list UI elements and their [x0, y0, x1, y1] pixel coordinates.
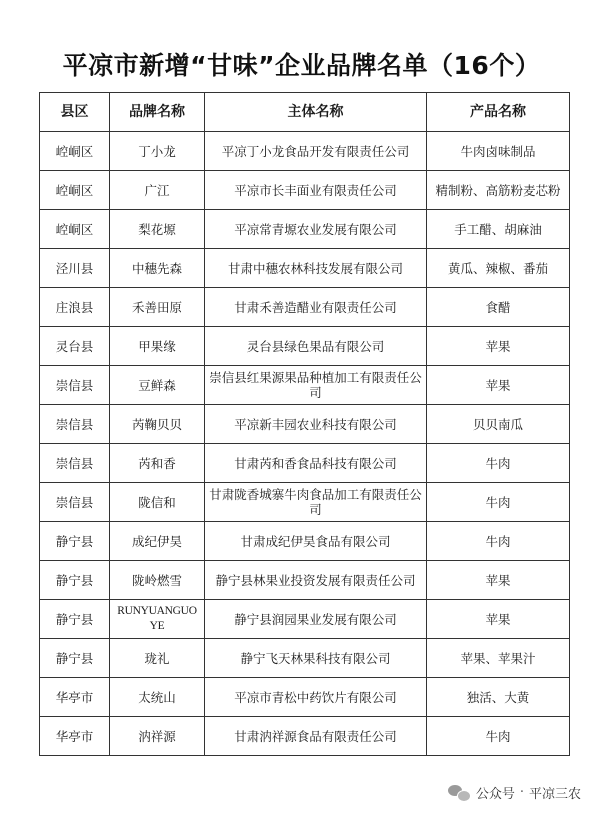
table-row: [40, 171, 570, 210]
table-row: [40, 522, 570, 561]
table-row: [40, 132, 570, 171]
cell-county: 崇信县: [40, 366, 110, 405]
cell-county: 华亭市: [40, 717, 110, 756]
cell-county: 泾川县: [40, 249, 110, 288]
table-row: [40, 561, 570, 600]
cell-product: 牛肉: [427, 444, 570, 483]
cell-brand: 中穗先森: [110, 249, 205, 288]
cell-entity: 平凉新丰园农业科技有限公司: [205, 405, 427, 444]
table-row: [40, 483, 570, 522]
table-row: [40, 405, 570, 444]
cell-county: 崆峒区: [40, 132, 110, 171]
table-row: [40, 444, 570, 483]
footer-account: [448, 783, 581, 802]
cell-product: 苹果、苹果汁: [427, 639, 570, 678]
cell-entity: 甘肃汭祥源食品有限责任公司: [205, 717, 427, 756]
cell-product: 黄瓜、辣椒、番茄: [427, 249, 570, 288]
cell-county: 静宁县: [40, 561, 110, 600]
table-row: [40, 678, 570, 717]
cell-product: 苹果: [427, 327, 570, 366]
cell-product: 牛肉: [427, 717, 570, 756]
table-row: [40, 717, 570, 756]
cell-entity: 崇信县红果源果品种植加工有限责任公司: [205, 366, 427, 405]
cell-brand: 珑礼: [110, 639, 205, 678]
cell-county: 崇信县: [40, 444, 110, 483]
table-row: [40, 288, 570, 327]
cell-brand: 禾善田原: [110, 288, 205, 327]
cell-brand: 豆鲜森: [110, 366, 205, 405]
cell-entity: 甘肃成纪伊昊食品有限公司: [205, 522, 427, 561]
cell-county: 庄浪县: [40, 288, 110, 327]
cell-product: 牛肉: [427, 522, 570, 561]
cell-brand: 成纪伊昊: [110, 522, 205, 561]
table-row: [40, 249, 570, 288]
cell-county: 华亭市: [40, 678, 110, 717]
cell-entity: 平凉丁小龙食品开发有限责任公司: [205, 132, 427, 171]
page-title: 平凉市新增“甘味”企业品牌名单（16个）: [62, 51, 541, 80]
cell-product: 苹果: [427, 600, 570, 639]
table-row: [40, 327, 570, 366]
cell-entity: 甘肃陇香城寨牛肉食品加工有限责任公司: [205, 483, 427, 522]
wechat-icon: [448, 785, 470, 801]
cell-county: 崇信县: [40, 483, 110, 522]
cell-county: 灵台县: [40, 327, 110, 366]
cell-entity: 甘肃芮和香食品科技有限公司: [205, 444, 427, 483]
cell-product: 手工醋、胡麻油: [427, 210, 570, 249]
footer-label: 公众号: [475, 787, 515, 802]
cell-entity: 甘肃禾善造醋业有限责任公司: [205, 288, 427, 327]
cell-county: 静宁县: [40, 600, 110, 639]
brand-list-table: [39, 92, 570, 756]
cell-entity: 静宁县润园果业发展有限公司: [205, 600, 427, 639]
cell-entity: 静宁县林果业投资发展有限责任公司: [205, 561, 427, 600]
cell-product: 苹果: [427, 561, 570, 600]
cell-county: 崆峒区: [40, 210, 110, 249]
header-product: 产品名称: [427, 93, 570, 132]
cell-county: 静宁县: [40, 639, 110, 678]
cell-entity: 甘肃中穗农林科技发展有限公司: [205, 249, 427, 288]
table-row: [40, 366, 570, 405]
header-county: 县区: [40, 93, 110, 132]
cell-county: 崆峒区: [40, 171, 110, 210]
table-row: [40, 210, 570, 249]
cell-brand: 梨花塬: [110, 210, 205, 249]
footer-account-name: 平凉三农: [528, 787, 581, 802]
header-entity: 主体名称: [205, 93, 427, 132]
cell-brand: 芮和香: [110, 444, 205, 483]
cell-brand: 汭祥源: [110, 717, 205, 756]
cell-brand: 广江: [110, 171, 205, 210]
table-header-row: [40, 93, 570, 132]
cell-entity: 静宁飞天林果科技有限公司: [205, 639, 427, 678]
table-row: [40, 600, 570, 639]
cell-product: 苹果: [427, 366, 570, 405]
cell-brand: RUNYUANGUOYE: [110, 600, 205, 639]
footer-separator: ·: [519, 785, 524, 800]
cell-product: 食醋: [427, 288, 570, 327]
cell-brand: 太统山: [110, 678, 205, 717]
cell-county: 静宁县: [40, 522, 110, 561]
cell-product: 独活、大黄: [427, 678, 570, 717]
cell-entity: 平凉常青塬农业发展有限公司: [205, 210, 427, 249]
cell-brand: 陇岭燃雪: [110, 561, 205, 600]
header-brand: 品牌名称: [110, 93, 205, 132]
cell-brand: 芮鞠贝贝: [110, 405, 205, 444]
cell-brand: 甲果缘: [110, 327, 205, 366]
cell-product: 贝贝南瓜: [427, 405, 570, 444]
cell-entity: 灵台县绿色果品有限公司: [205, 327, 427, 366]
cell-product: 牛肉: [427, 483, 570, 522]
cell-brand: 丁小龙: [110, 132, 205, 171]
cell-product: 牛肉卤味制品: [427, 132, 570, 171]
cell-product: 精制粉、高筋粉麦芯粉: [427, 171, 570, 210]
cell-county: 崇信县: [40, 405, 110, 444]
table-row: [40, 639, 570, 678]
cell-brand: 陇信和: [110, 483, 205, 522]
cell-entity: 平凉市青松中药饮片有限公司: [205, 678, 427, 717]
cell-entity: 平凉市长丰面业有限责任公司: [205, 171, 427, 210]
